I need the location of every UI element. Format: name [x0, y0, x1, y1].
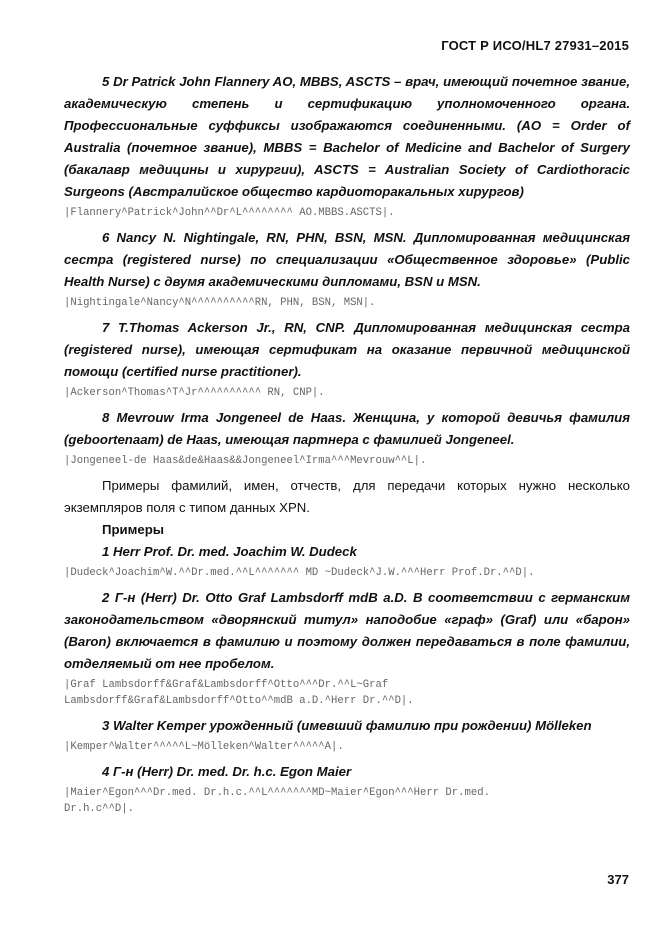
xpn-example-1-code: |Dudeck^Joachim^W.^^Dr.med.^^L^^^^^^^ MD ~Dudeck^J.W.^^^Herr Prof.Dr.^^D|.	[64, 567, 535, 579]
xpn-example-1-text: 1 Herr Prof. Dr. med. Joachim W. Dudeck	[102, 544, 357, 559]
example-8-text: 8 Mevrouw Irma Jongeneel de Haas. Женщина, у которой девичья фамилия (geboortenaam) de Haas, имеющая партнера с фамилией Jongeneel.	[64, 410, 630, 447]
xpn-example-4-code: |Maier^Egon^^^Dr.med. Dr.h.c.^^L^^^^^^^MD~Maier^Egon^^^Herr Dr.med. Dr.h.c^^D|.	[64, 787, 490, 815]
example-6-code: |Nightingale^Nancy^N^^^^^^^^^^RN, PHN, BSN, MSN|.	[64, 297, 376, 309]
example-7-code: |Ackerson^Thomas^T^Jr^^^^^^^^^^ RN, CNP|.	[64, 387, 325, 399]
example-8-code: |Jongeneel-de Haas&de&Haas&&Jongeneel^Irma^^^Mevrouw^^L|.	[64, 455, 427, 467]
example-6-text: 6 Nancy N. Nightingale, RN, PHN, BSN, MSN. Дипломированная медицинская сестра (registered nurse) по специализации «Общественное здоровье» (Public Health Nurse) с двумя академическими дипломами, BSN и MSN.	[64, 230, 630, 289]
example-5-code: |Flannery^Patrick^John^^Dr^L^^^^^^^^ AO.MBBS.ASCTS|.	[64, 207, 395, 219]
xpn-example-2-text: 2 Г-н (Herr) Dr. Otto Graf Lambsdorff mdB a.D. В соответствии с германским законодательством «дворянский титул» наподобие «граф» (Graf) или «барон» (Baron) включается в фамилию и поэтому должен передаваться в поле фамилии, отделяемый от нее пробелом.	[64, 590, 630, 671]
xpn-example-3-code: |Kemper^Walter^^^^^L~Mölleken^Walter^^^^^A|.	[64, 741, 344, 753]
xpn-example-4-text: 4 Г-н (Herr) Dr. med. Dr. h.c. Egon Maier	[102, 764, 352, 779]
example-7-text: 7 T.Thomas Ackerson Jr., RN, CNP. Дипломированная медицинская сестра (registered nurse), имеющая сертификат на оказание первичной медицинской помощи (certified nurse practitioner).	[64, 320, 630, 379]
examples-heading: Примеры	[102, 522, 165, 537]
intro-paragraph: Примеры фамилий, имен, отчеств, для передачи которых нужно несколько экземпляров поля с типом данных XPN.	[64, 478, 630, 515]
xpn-example-2-code: |Graf Lambsdorff&Graf&Lambsdorff^Otto^^^Dr.^^L~Graf Lambsdorff&Graf&Lambsdorff^Otto^^mdB a.D.^Herr Dr.^^D|.	[64, 679, 414, 707]
document-header: ГОСТ Р ИСО/HL7 27931–2015	[441, 38, 629, 53]
page-number: 377	[607, 872, 629, 887]
example-5-text: 5 Dr Patrick John Flannery AO, MBBS, ASCTS – врач, имеющий почетное звание, академическую степень и сертификацию уполномоченного органа. Профессиональные суффиксы изображаются соединенными. (AO = Order of Australia (почетное звание), MBBS = Bachelor of Medicine and Bachelor of Surgery (бакалавр медицины и хирургии), ASCTS = Australian Society of Cardiothoracic Surgeons (Австралийское общество кардиоторакальных хирургов)	[64, 74, 630, 199]
xpn-example-3-text: 3 Walter Kemper урожденный (имевший фамилию при рождении) Mölleken	[102, 718, 592, 733]
page-content	[64, 71, 630, 823]
